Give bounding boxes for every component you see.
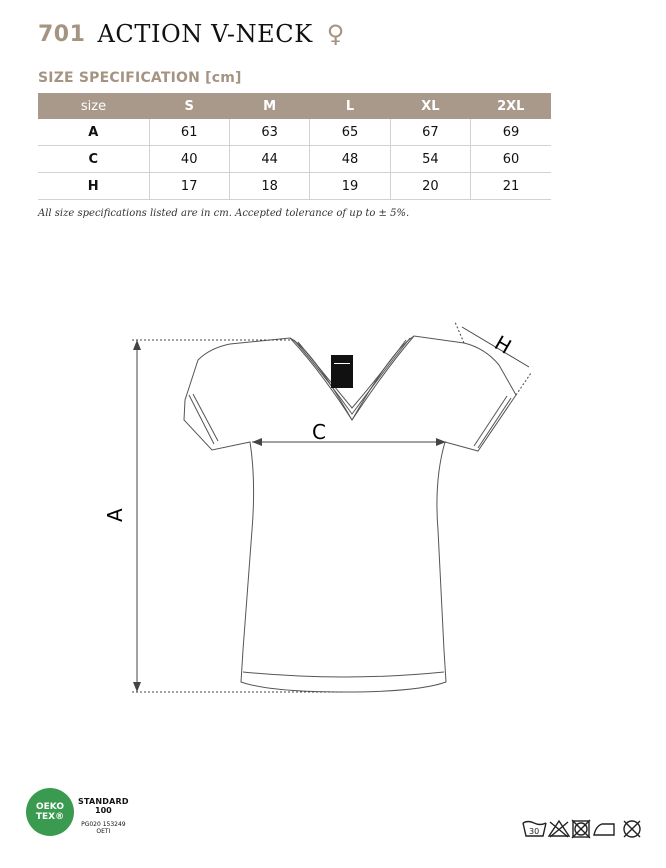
size-table-header-row [38,93,551,119]
size-header-m: M [229,93,309,119]
arrow-c-left [252,438,262,446]
tshirt-measurement-diagram [100,310,560,710]
oeko-tex-standard [78,797,129,835]
size-header-2xl: 2XL [471,93,551,119]
table-cell: 54 [390,146,470,173]
institute-name: OETI [96,828,111,835]
size-header-l: L [310,93,390,119]
table-cell: 48 [310,146,390,173]
iron-low-icon [594,824,614,835]
no-bleach-icon [549,821,569,837]
standard-label: STANDARD [78,797,129,806]
care-symbols [522,818,652,840]
table-cell: 17 [149,173,229,200]
table-cell: 60 [471,146,551,173]
table-row [38,146,551,173]
oeko-tex-logo: OEKO TEX® [26,788,74,836]
table-cell: 63 [229,119,309,146]
table-cell: 44 [229,146,309,173]
size-column-header: size [38,93,149,119]
size-spec-title: SIZE SPECIFICATION [cm] [38,70,242,86]
sleeve-hem-left [189,395,214,444]
label-c: C [312,420,326,444]
table-cell: 20 [390,173,470,200]
no-dry-clean-icon [624,821,640,837]
product-code: 701 [38,21,86,47]
neck-label [331,355,353,388]
bottom-hem [243,672,444,677]
product-header [38,18,344,50]
product-name: ACTION V-NECK [97,20,313,48]
arrow-a-top [133,340,141,350]
tshirt-outline [184,336,516,692]
table-cell: 19 [310,173,390,200]
table-row [38,119,551,146]
cert-code: PG020 153249 [81,821,126,828]
table-row [38,173,551,200]
table-cell: 69 [471,119,551,146]
row-label: C [38,146,149,173]
label-h: H [490,330,516,359]
wash-temperature: 30 [529,827,540,836]
standard-number: 100 [95,806,112,815]
table-cell: 21 [471,173,551,200]
size-header-xl: XL [390,93,470,119]
arrow-a-bottom [133,682,141,692]
table-cell: 61 [149,119,229,146]
table-cell: 67 [390,119,470,146]
size-table [38,93,551,200]
sleeve-hem-right [474,396,507,446]
row-label: H [38,173,149,200]
size-header-s: S [149,93,229,119]
tolerance-note: All size specifications listed are in cm. Accepted tolerance of up to ± 5%. [38,208,410,219]
table-cell: 18 [229,173,309,200]
no-tumble-dry-icon [572,820,590,838]
table-cell: 40 [149,146,229,173]
label-a: A [103,508,127,522]
female-symbol-icon: ♀ [326,20,345,48]
table-cell: 65 [310,119,390,146]
row-label: A [38,119,149,146]
